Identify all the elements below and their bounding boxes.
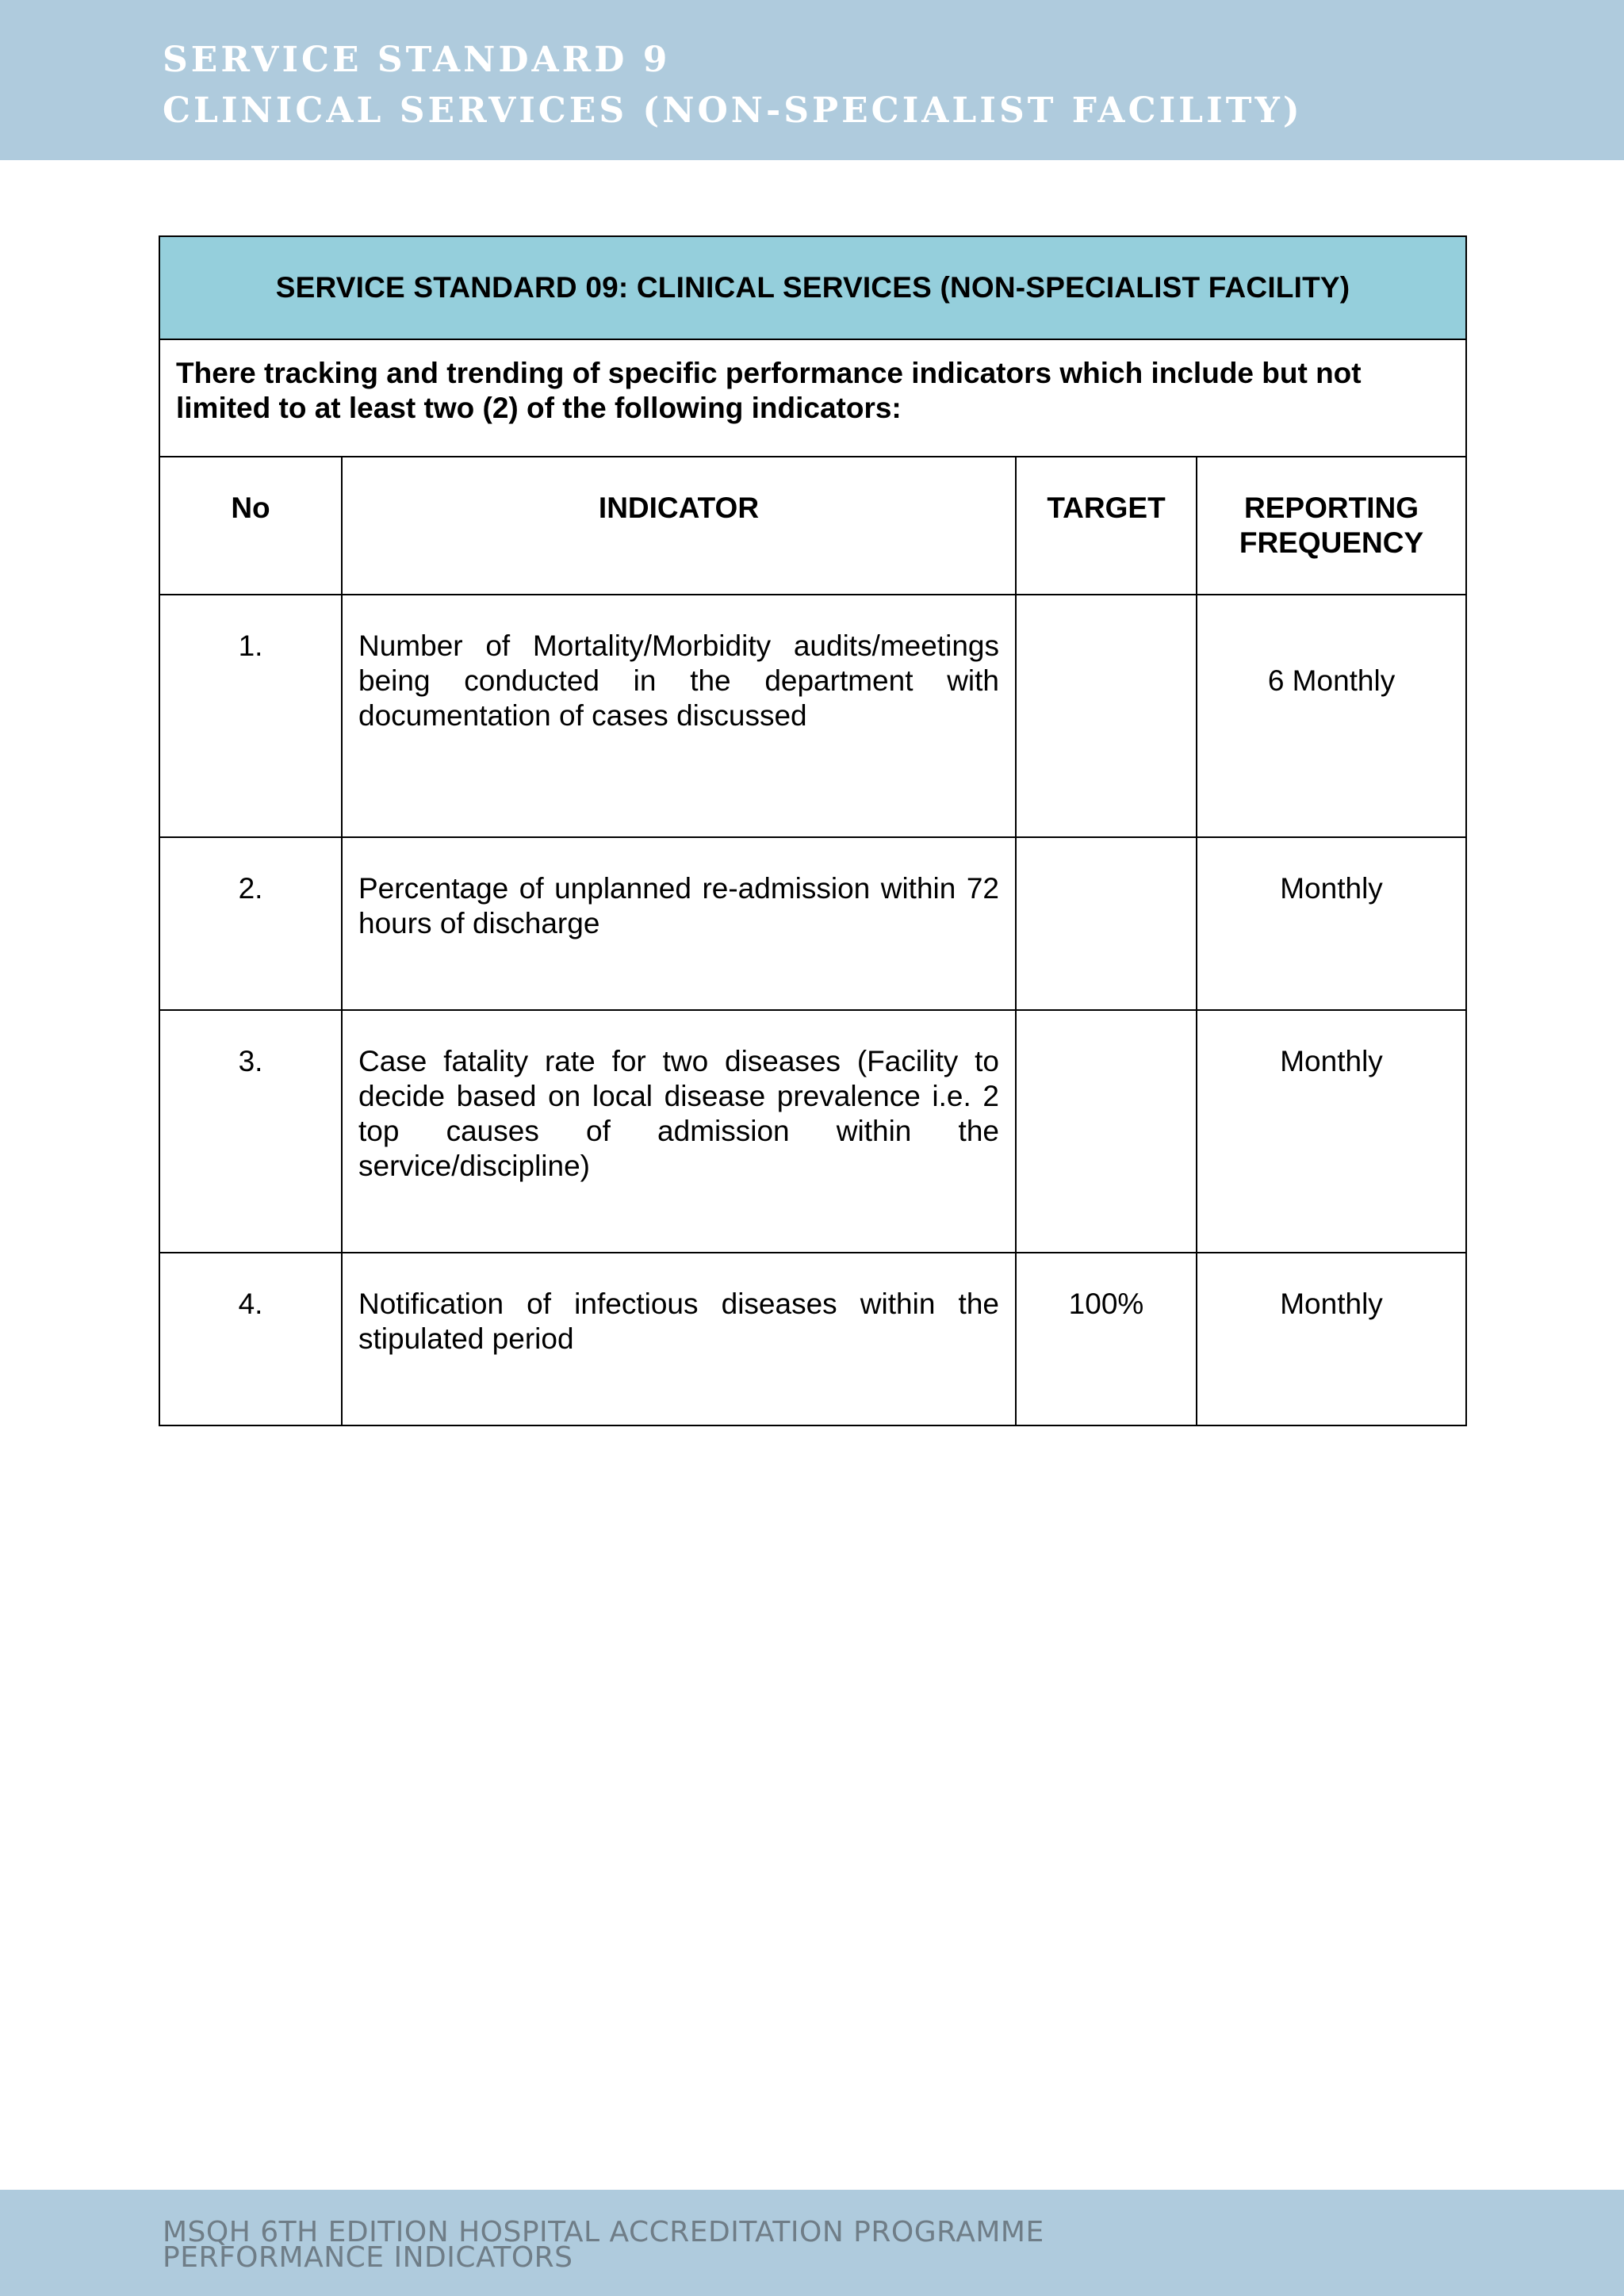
col-header-frequency-line1: REPORTING <box>1244 492 1419 524</box>
row-target <box>1016 837 1197 1010</box>
col-header-no: No <box>159 457 342 595</box>
col-header-frequency-line2: FREQUENCY <box>1239 526 1424 559</box>
row-target <box>1016 595 1197 837</box>
table-row <box>159 837 1466 1010</box>
row-target: 100% <box>1016 1253 1197 1425</box>
row-frequency: Monthly <box>1197 1010 1466 1253</box>
row-frequency: Monthly <box>1197 837 1466 1010</box>
indicator-table <box>159 235 1467 1426</box>
table-row <box>159 595 1466 837</box>
table-row <box>159 1253 1466 1425</box>
header-subtitle: CLINICAL SERVICES (NON-SPECIALIST FACILITY) <box>163 90 1303 131</box>
col-header-frequency <box>1197 457 1466 595</box>
table-row <box>159 1010 1466 1253</box>
row-number: 3. <box>159 1010 342 1253</box>
row-number: 4. <box>159 1253 342 1425</box>
header-band <box>0 0 1624 160</box>
row-number: 2. <box>159 837 342 1010</box>
table-intro: There tracking and trending of specific performance indicators which include but not limited to at least two (2) of the following indicators: <box>159 339 1466 457</box>
row-number: 1. <box>159 595 342 837</box>
row-indicator: Case fatality rate for two diseases (Facility to decide based on local disease prevalence i.e. 2 top causes of admission within the service/discipline) <box>342 1010 1016 1253</box>
col-header-indicator: INDICATOR <box>342 457 1016 595</box>
row-frequency: Monthly <box>1197 1253 1466 1425</box>
row-indicator: Notification of infectious diseases within the stipulated period <box>342 1253 1016 1425</box>
footer-section: PERFORMANCE INDICATORS <box>163 2241 573 2274</box>
header-title: SERVICE STANDARD 9 <box>163 40 671 80</box>
table-intro-row <box>159 339 1466 457</box>
table-title: SERVICE STANDARD 09: CLINICAL SERVICES (NON-SPECIALIST FACILITY) <box>159 236 1466 339</box>
footer-programme: MSQH 6TH EDITION HOSPITAL ACCREDITATION PROGRAMME <box>163 2216 1044 2248</box>
table-header-row <box>159 457 1466 595</box>
table-title-row <box>159 236 1466 339</box>
row-frequency: 6 Monthly <box>1197 595 1466 837</box>
row-indicator: Percentage of unplanned re-admission within 72 hours of discharge <box>342 837 1016 1010</box>
row-target <box>1016 1010 1197 1253</box>
row-indicator: Number of Mortality/Morbidity audits/meetings being conducted in the department with documentation of cases discussed <box>342 595 1016 837</box>
col-header-target: TARGET <box>1016 457 1197 595</box>
